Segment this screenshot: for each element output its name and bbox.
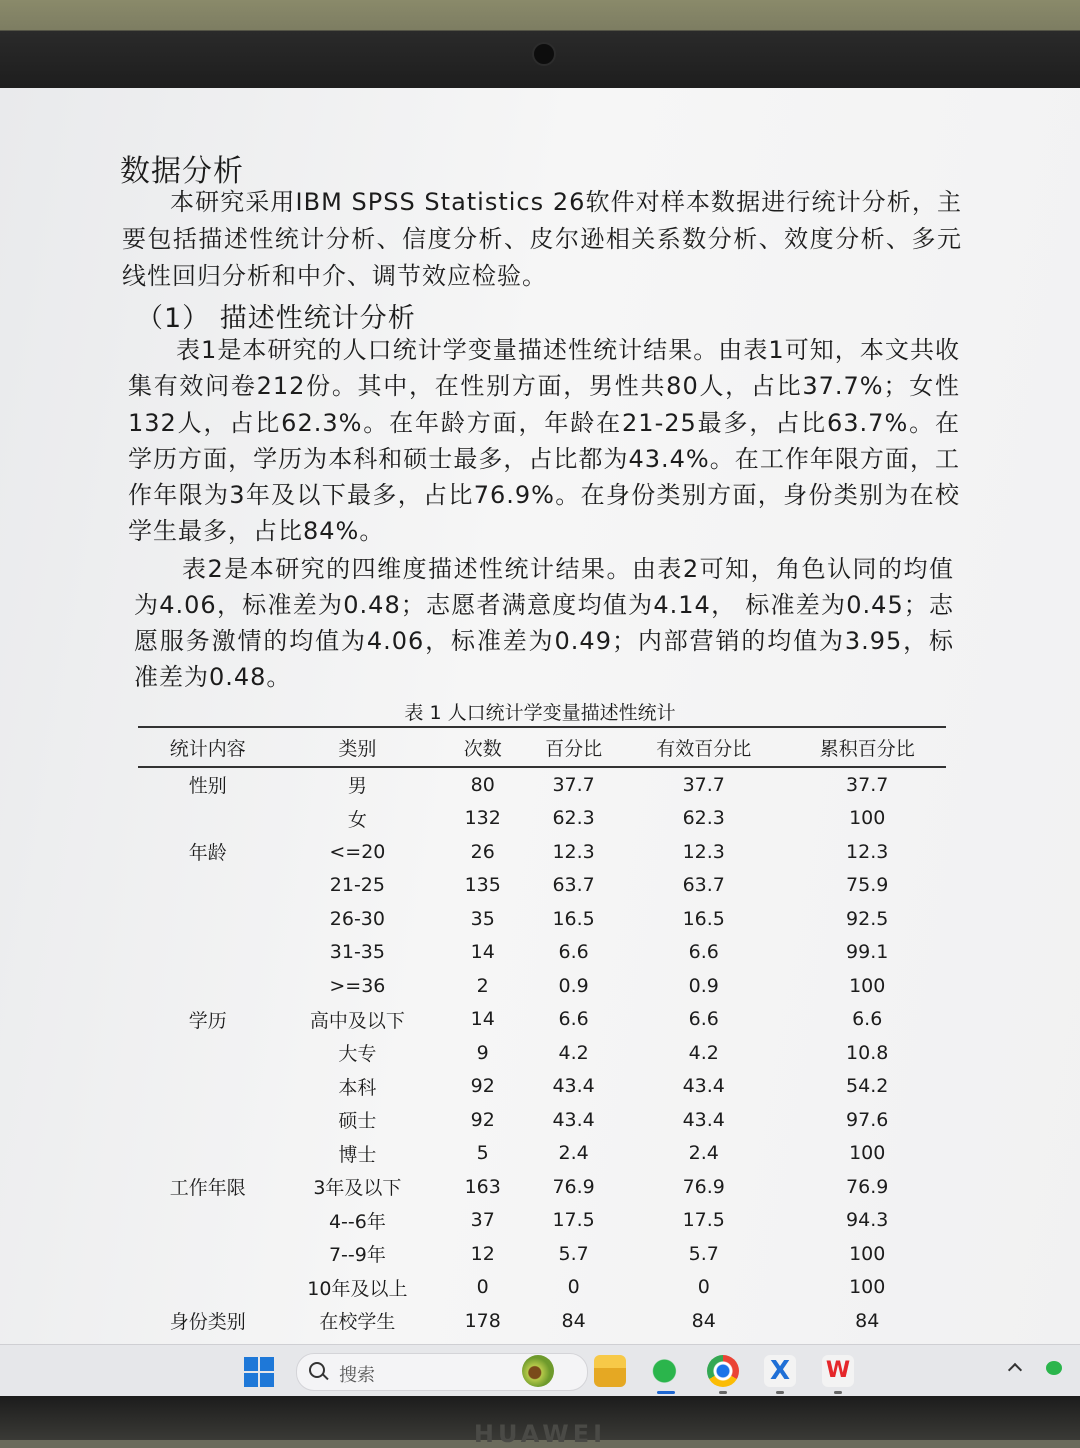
count-cell: 0	[476, 1276, 489, 1299]
file-explorer-icon[interactable]	[594, 1355, 626, 1387]
tray-wechat-icon[interactable]	[1046, 1361, 1062, 1375]
search-placeholder: 搜索	[339, 1365, 375, 1386]
percent-cell: 16.5	[552, 907, 595, 930]
count-cell: 163	[464, 1175, 501, 1198]
table-row	[138, 936, 946, 970]
valid-percent-cell: 5.7	[688, 1242, 719, 1265]
table-row	[138, 969, 946, 1003]
cumulative-percent-cell: 12.3	[846, 840, 889, 863]
table-row	[138, 1137, 946, 1171]
cumulative-percent-cell: 100	[849, 1142, 886, 1165]
valid-percent-cell: 16.5	[682, 907, 725, 930]
category-cell: 年龄	[188, 842, 227, 865]
cumulative-percent-cell: 92.5	[846, 907, 889, 930]
category-cell	[138, 1204, 277, 1238]
category-cell	[138, 1070, 277, 1104]
wps-icon[interactable]: W	[822, 1355, 854, 1387]
valid-percent-cell: 6.6	[688, 941, 719, 964]
percent-cell: 4.2	[558, 1041, 589, 1064]
category-cell: 身份类别	[169, 1311, 246, 1334]
cumulative-percent-cell: 97.6	[846, 1108, 889, 1131]
percent-cell: 84	[561, 1309, 586, 1332]
valid-percent-cell: 12.3	[682, 840, 725, 863]
cumulative-percent-cell: 100	[849, 807, 886, 830]
valid-percent-cell: 2.4	[688, 1142, 719, 1165]
count-cell: 80	[470, 773, 495, 796]
column-header: 百分比	[528, 727, 619, 767]
category-cell	[138, 1237, 277, 1271]
table-row	[138, 1237, 946, 1271]
valid-percent-cell: 43.4	[682, 1075, 725, 1098]
category-cell: 工作年限	[169, 1177, 246, 1200]
cumulative-percent-cell: 6.6	[852, 1008, 883, 1031]
group-cell: 在校学生	[319, 1311, 396, 1334]
group-cell: 女	[347, 808, 367, 831]
laptop-bezel-top	[0, 0, 1080, 92]
count-cell: 14	[470, 941, 495, 964]
cumulative-percent-cell: 100	[849, 1242, 886, 1265]
cumulative-percent-cell: 100	[849, 1276, 886, 1299]
valid-percent-cell: 84	[691, 1309, 716, 1332]
cumulative-percent-cell: 37.7	[846, 773, 889, 796]
column-header: 统计内容	[138, 727, 277, 767]
table-row	[138, 802, 946, 836]
count-cell: 37	[470, 1209, 495, 1232]
table-header-row	[138, 727, 946, 767]
percent-cell: 63.7	[552, 874, 595, 897]
table-row	[138, 835, 946, 869]
table-row	[138, 767, 946, 802]
percent-cell: 0	[567, 1276, 580, 1299]
group-cell: 31-35	[329, 941, 385, 964]
category-cell	[138, 936, 277, 970]
section-title: （1） 描述性统计分析	[136, 303, 416, 334]
intro-paragraph: 本研究采用IBM SPSS Statistics 26软件对样本数据进行统计分析，主要包括描述性统计分析、信度分析、皮尔逊相关系数分析、效度分析、多元线性回归分析和中介、调节效应检验。	[122, 188, 962, 290]
category-cell	[138, 869, 277, 903]
search-icon	[309, 1362, 325, 1378]
category-cell	[138, 1103, 277, 1137]
cumulative-percent-cell: 75.9	[846, 874, 889, 897]
count-cell: 135	[464, 874, 501, 897]
table-caption: 表 1 人口统计学变量描述性统计	[404, 702, 676, 724]
percent-cell: 5.7	[558, 1242, 589, 1265]
percent-cell: 76.9	[552, 1175, 595, 1198]
webcam-icon	[532, 42, 556, 66]
percent-cell: 37.7	[552, 773, 595, 796]
percent-cell: 43.4	[552, 1075, 595, 1098]
document-screen	[0, 88, 1080, 1344]
percent-cell: 6.6	[558, 941, 589, 964]
table-row	[138, 1304, 946, 1338]
document-title: 数据分析	[120, 154, 244, 189]
cumulative-percent-cell: 84	[855, 1309, 880, 1332]
brand-logo: HUAWEI	[473, 1420, 607, 1448]
table-body	[138, 767, 946, 1338]
cumulative-percent-cell: 94.3	[846, 1209, 889, 1232]
cumulative-percent-cell: 54.2	[846, 1075, 889, 1098]
count-cell: 9	[476, 1041, 489, 1064]
count-cell: 35	[470, 907, 495, 930]
percent-cell: 17.5	[552, 1209, 595, 1232]
group-cell: 7--9年	[328, 1244, 386, 1267]
column-header: 次数	[437, 727, 528, 767]
group-cell: >=36	[329, 974, 386, 997]
count-cell: 132	[464, 807, 501, 830]
group-cell: 硕士	[338, 1110, 377, 1133]
group-cell: <=20	[329, 840, 386, 863]
count-cell: 92	[470, 1108, 495, 1131]
group-cell: 高中及以下	[309, 1009, 405, 1032]
category-cell	[138, 1036, 277, 1070]
paragraph-dimensions: 表2是本研究的四维度描述性统计结果。由表2可知，角色认同的均值为4.06，标准差为0.48；志愿者满意度均值为4.14， 标准差为0.45；志愿服务激情的均值为4.06，标准差为0.49；内部营销的均值为3.95，标准差为0.48。	[134, 555, 954, 691]
count-cell: 178	[464, 1309, 501, 1332]
chrome-icon[interactable]	[707, 1355, 739, 1387]
category-cell: 学历	[188, 1009, 227, 1032]
category-cell	[138, 969, 277, 1003]
count-cell: 14	[470, 1008, 495, 1031]
valid-percent-cell: 4.2	[688, 1041, 719, 1064]
cumulative-percent-cell: 100	[849, 974, 886, 997]
category-cell	[138, 802, 277, 836]
chevron-up-icon[interactable]	[1008, 1363, 1022, 1377]
valid-percent-cell: 17.5	[682, 1209, 725, 1232]
running-app-indicator	[834, 1391, 842, 1394]
column-header: 类别	[277, 727, 437, 767]
group-cell: 博士	[338, 1143, 377, 1166]
category-cell	[138, 1271, 277, 1305]
valid-percent-cell: 63.7	[682, 874, 725, 897]
valid-percent-cell: 62.3	[682, 807, 725, 830]
running-app-indicator	[719, 1391, 727, 1394]
cumulative-percent-cell: 99.1	[846, 941, 889, 964]
count-cell: 2	[476, 974, 489, 997]
category-cell	[138, 1137, 277, 1171]
demographics-table	[138, 726, 946, 1338]
group-cell: 21-25	[329, 874, 385, 897]
column-header: 累积百分比	[788, 727, 946, 767]
wechat-icon[interactable]	[650, 1355, 682, 1387]
table-row	[138, 1036, 946, 1070]
percent-cell: 43.4	[552, 1108, 595, 1131]
table-row	[138, 902, 946, 936]
table-row	[138, 1003, 946, 1037]
running-app-indicator	[776, 1391, 784, 1394]
percent-cell: 0.9	[558, 974, 589, 997]
excel-x-icon[interactable]: X	[764, 1355, 796, 1387]
table-row	[138, 1271, 946, 1305]
valid-percent-cell: 0	[697, 1276, 710, 1299]
percent-cell: 62.3	[552, 807, 595, 830]
taskbar	[0, 1344, 1080, 1397]
table-row	[138, 1070, 946, 1104]
group-cell: 10年及以上	[307, 1277, 408, 1300]
valid-percent-cell: 76.9	[682, 1175, 725, 1198]
table-row	[138, 1103, 946, 1137]
percent-cell: 6.6	[558, 1008, 589, 1031]
valid-percent-cell: 6.6	[688, 1008, 719, 1031]
group-cell: 3年及以下	[313, 1177, 402, 1200]
count-cell: 26	[470, 840, 495, 863]
group-cell: 26-30	[329, 907, 385, 930]
valid-percent-cell: 0.9	[688, 974, 719, 997]
group-cell: 本科	[338, 1076, 377, 1099]
group-cell: 4--6年	[328, 1210, 386, 1233]
percent-cell: 12.3	[552, 840, 595, 863]
table-row	[138, 869, 946, 903]
table-row	[138, 1204, 946, 1238]
valid-percent-cell: 37.7	[682, 773, 725, 796]
table-row	[138, 1170, 946, 1204]
category-cell: 性别	[188, 775, 227, 798]
group-cell: 男	[347, 775, 367, 798]
count-cell: 5	[476, 1142, 489, 1165]
count-cell: 12	[470, 1242, 495, 1265]
count-cell: 92	[470, 1075, 495, 1098]
category-cell	[138, 902, 277, 936]
cumulative-percent-cell: 76.9	[846, 1175, 889, 1198]
valid-percent-cell: 43.4	[682, 1108, 725, 1131]
group-cell: 大专	[338, 1043, 377, 1066]
paragraph-demographics: 表1是本研究的人口统计学变量描述性统计结果。由表1可知，本文共收集有效问卷212份。其中，在性别方面，男性共80人，占比37.7%；女性132人，占比62.3%。在年龄方面，年龄在21-25最多，占比63.7%。在学历方面，学历为本科和硕士最多，占比都为43.4%。在工作年限方面，工作年限为3年及以下最多，占比76.9%。在身份类别方面，身份类别为在校学生最多，占比84%。	[128, 336, 960, 546]
active-app-indicator	[657, 1391, 675, 1394]
column-header: 有效百分比	[619, 727, 788, 767]
avocado-app-icon[interactable]	[522, 1355, 554, 1387]
percent-cell: 2.4	[558, 1142, 589, 1165]
cumulative-percent-cell: 10.8	[846, 1041, 889, 1064]
windows-start-icon[interactable]	[244, 1357, 274, 1387]
